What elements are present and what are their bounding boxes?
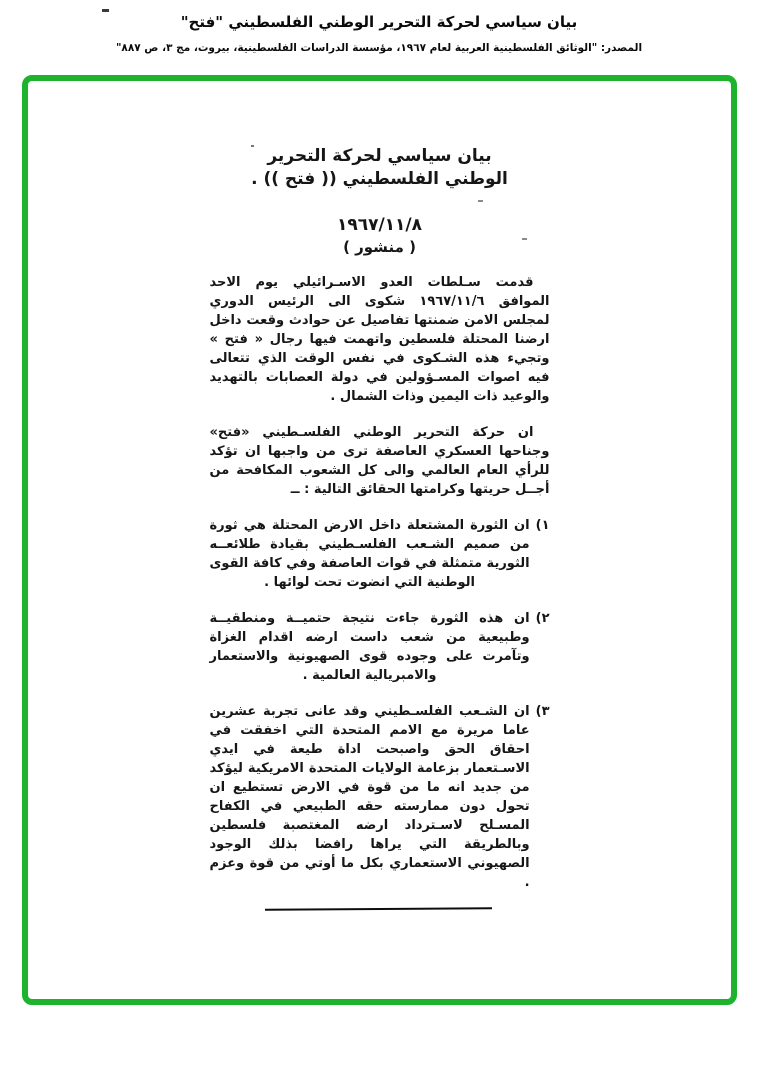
item-3-number: ٣) — [535, 704, 550, 719]
signature-line — [265, 907, 492, 910]
item-2-number: ٢) — [535, 611, 550, 626]
list-item-3 — [210, 702, 550, 892]
scan-artifact — [478, 200, 483, 202]
scan-artifact — [522, 238, 527, 240]
scan-artifact — [251, 145, 254, 147]
publication-note: ( منشور ) — [343, 238, 416, 256]
item-3-text: ان الشـعب الفلسـطيني وقد عانى تجربة عشرين عاما مريرة مع الامم المتحدة التي اخفقت في احقاق الحق واصبحت اداة طيعة في ايدي الاسـتعمار بزعامة الولايات المتحدة الامريكية ليؤكد من جديد انه ما من قوة في الارض تستطيع ان تحول دون ممارسته حقه الطبيعي في الكفاح المسـلح لاسـترداد ارضه المغتصبة فلسطين وبالطريقة التي يراها رافضا بذلك الوجود الصهيوني الاستعماري بكل ما أوتي من قوة وعزم . — [209, 704, 530, 890]
item-2-text: ان هذه الثورة جاءت نتيجة حتميــة ومنطقيــة وطبيعية من شعب داست ارضه اقدام الغزاة وتآمرت على وجوده قوى الصهيونية والاستعمار والامبريالية العالمية . — [209, 611, 530, 683]
page-header-title: بيان سياسي لحركة التحرير الوطني الفلسطيني "فتح" — [180, 13, 578, 31]
document-scan — [210, 81, 550, 892]
list-item-2 — [210, 609, 550, 685]
item-1-number: ١) — [535, 518, 550, 533]
item-1-text: ان الثورة المشتعلة داخل الارض المحتلة هي ثورة من صميم الشـعب الفلسـطيني بقيادة طلائعــه الثورية متمثلة في قوات العاصفة وفي كافة القوى الوطنية التي انضوت تحت لوائها . — [209, 518, 530, 590]
paragraph-complaint: قدمت سـلطات العدو الاسـرائيلي يوم الاحد الموافق ١٩٦٧/١١/٦ شكوى الى الرئيس الدوري لمجلس الامن ضمنتها تفاصيل عن حوادث وقعت داخل ارضنا المحتلة فلسطين واتهمت فيها رجال « فتح » وتجيء هذه الشـكوى في نفس الوقت الذي تتعالى فيه اصوات المسـؤولين في دولة العصابات بالتهديد والوعيد ذات اليمين وذات الشمال . — [209, 275, 550, 404]
list-item-1 — [210, 516, 550, 592]
document-title: بيان سياسي لحركة التحرير الوطني الفلسطيني (( فتح )) . — [251, 146, 508, 189]
scan-artifact — [102, 9, 109, 12]
document-frame — [22, 75, 737, 1005]
page-header-source: المصدر: "الوثائق الفلسطينية العربية لعام ١٩٦٧، مؤسسة الدراسات الفلسطينية، بيروت، مج ٣، ص ٨٨٧" — [115, 42, 643, 54]
paragraph-declaration: ان حركة التحرير الوطني الفلسـطيني «فتح» وجناحها العسكري العاصفة ترى من واجبها ان تؤكد للرأي العام العالمي والى كل الشعوب المكافحة من أجــل حريتها وكرامتها الحقائق التالية : ــ — [209, 425, 550, 497]
document-date: ١٩٦٧/١١/٨ — [336, 215, 423, 235]
